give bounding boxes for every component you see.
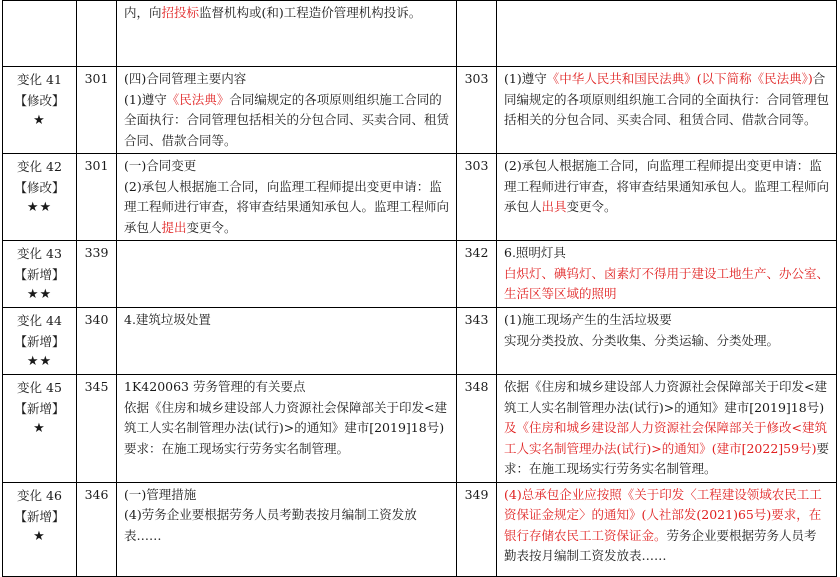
new-edition-content <box>497 241 837 308</box>
change-label-cell <box>3 1 77 67</box>
change-comparison-table <box>2 0 837 577</box>
table-row <box>3 154 837 241</box>
text-segment: 4.建筑垃圾处置 <box>124 312 211 327</box>
change-number: 变化 41 <box>17 72 62 87</box>
change-number: 变化 46 <box>17 487 62 503</box>
text-segment: 合同编规定的各项原则组织施工合同的全面执行：合同管理包括相关的分包合同、买卖合同、租赁合同、借款合同等。 <box>504 71 830 127</box>
highlighted-change-text: 《中华人民共和国民法典》(以下简称《民法典》) <box>546 71 813 86</box>
old-edition-content <box>117 154 457 241</box>
change-label-cell <box>3 308 77 375</box>
old-page-number: 345 <box>77 375 117 483</box>
change-type-tag: 【新增】 <box>14 267 65 282</box>
change-label-cell <box>3 482 77 576</box>
text-segment: 依据《住房和城乡建设部人力资源社会保障部关于印发<建筑工人实名制管理办法(试行)>的通知》建市[2019]18号)要求：在施工现场实行劳务实名制管理。 <box>124 399 447 456</box>
new-page-number: 348 <box>457 375 497 483</box>
text-segment: 合同编规定的各项原则组织施工合同的全面执行：合同管理包括相关的分包合同、买卖合同、租赁合同、借款合同等。 <box>124 91 450 148</box>
importance-stars: ★ <box>33 421 46 436</box>
new-edition-content <box>497 482 837 576</box>
old-edition-content <box>117 308 457 375</box>
text-segment: (四)合同管理主要内容 <box>124 71 247 86</box>
table-row <box>3 1 837 67</box>
new-page-number: 342 <box>457 241 497 308</box>
table-row <box>3 67 837 154</box>
old-edition-content <box>117 375 457 483</box>
change-type-tag: 【新增】 <box>14 508 65 524</box>
text-segment: 劳务企业要根据劳务人员考勤表按月编制工资发放表…… <box>504 527 817 563</box>
old-page-number: 339 <box>77 241 117 308</box>
highlighted-change-text: 提出 <box>161 219 187 235</box>
text-segment: (一)管理措施 <box>124 486 197 502</box>
change-label-cell <box>3 154 77 241</box>
highlighted-change-text: 招投标 <box>161 5 200 20</box>
text-segment: 1K420063 劳务管理的有关要点 <box>124 379 306 394</box>
change-label-cell <box>3 375 77 483</box>
importance-stars: ★★ <box>26 287 53 302</box>
change-number: 变化 45 <box>17 380 62 395</box>
text-segment: (2)承包人根据施工合同，向监理工程师提出变更申请：监理工程师进行审查，将审查结果通知承包人。监理工程师向承包人 <box>504 158 830 214</box>
importance-stars: ★★ <box>26 354 53 369</box>
change-label-cell <box>3 241 77 308</box>
text-segment: (4)劳务企业要根据劳务人员考勤表按月编制工资发放表…… <box>124 507 417 543</box>
table-row <box>3 308 837 375</box>
old-edition-content <box>117 241 457 308</box>
highlighted-change-text: 及《住房和城乡建设部人力资源社会保障部关于修改<建筑工人实名制管理办法(试行)>的通知》(建市[2022]59号) <box>504 420 827 456</box>
importance-stars: ★★ <box>26 200 53 215</box>
change-number: 变化 43 <box>17 246 62 261</box>
text-segment: (2)承包人根据施工合同，向监理工程师提出变更申请：监理工程师进行审查，将审查结果通知承包人。监理工程师向承包人 <box>124 178 450 235</box>
table-row <box>3 482 837 576</box>
old-edition-content <box>117 482 457 576</box>
new-edition-content <box>497 308 837 375</box>
new-page-number: 349 <box>457 482 497 576</box>
change-number: 变化 42 <box>17 159 62 174</box>
old-page-number: 301 <box>77 154 117 241</box>
old-edition-content <box>117 67 457 154</box>
new-page-number <box>457 1 497 67</box>
new-edition-content <box>497 67 837 154</box>
change-type-tag: 【新增】 <box>14 334 65 349</box>
text-segment: 依据《住房和城乡建设部人力资源社会保障部关于印发<建筑工人实名制管理办法(试行)>的通知》建市[2019]18号) <box>504 379 827 415</box>
highlighted-change-text: 白炽灯、碘钨灯、卤素灯不得用于建设工地生产、办公室、生活区等区域的照明 <box>504 265 830 301</box>
text-segment: (1)施工现场产生的生活垃圾要 <box>504 312 672 327</box>
change-number: 变化 44 <box>17 313 62 328</box>
text-segment: 变更令。 <box>566 199 617 214</box>
old-edition-content <box>117 1 457 67</box>
importance-stars: ★ <box>33 528 46 544</box>
new-edition-content <box>497 375 837 483</box>
text-segment: 变更令。 <box>186 219 237 235</box>
new-page-number: 303 <box>457 67 497 154</box>
highlighted-change-text: 《民法典》 <box>166 91 230 107</box>
importance-stars: ★ <box>33 113 46 128</box>
table-body <box>3 1 837 577</box>
change-type-tag: 【修改】 <box>14 180 65 195</box>
new-edition-content <box>497 1 837 67</box>
highlighted-change-text: (4)总承包企业应按照《关于印发〈工程建设领域农民工工资保证金规定〉的通知》(人社部发(2021)65号)要求，在银行存储农民工工资保证金。 <box>504 486 822 543</box>
change-label-cell <box>3 67 77 154</box>
highlighted-change-text: 出具 <box>541 199 567 214</box>
text-segment: 内，向 <box>124 5 162 20</box>
text-segment: 要求：在施工现场实行劳务实名制管理。 <box>504 440 829 476</box>
table-row <box>3 375 837 483</box>
text-segment: 实现分类投放、分类收集、分类运输、分类处理。 <box>504 332 780 348</box>
change-type-tag: 【修改】 <box>14 93 65 108</box>
text-segment: (一)合同变更 <box>124 158 197 173</box>
old-page-number: 301 <box>77 67 117 154</box>
new-page-number: 343 <box>457 308 497 375</box>
table-row <box>3 241 837 308</box>
text-segment: (1)遵守 <box>504 71 547 86</box>
old-page-number <box>77 1 117 67</box>
text-segment: (1)遵守 <box>124 91 167 107</box>
text-segment: 监督机构或(和)工程造价管理机构投诉。 <box>199 5 422 20</box>
change-type-tag: 【新增】 <box>14 401 65 416</box>
new-page-number: 303 <box>457 154 497 241</box>
text-segment: 6.照明灯具 <box>504 245 566 260</box>
new-edition-content <box>497 154 837 241</box>
old-page-number: 340 <box>77 308 117 375</box>
old-page-number: 346 <box>77 482 117 576</box>
